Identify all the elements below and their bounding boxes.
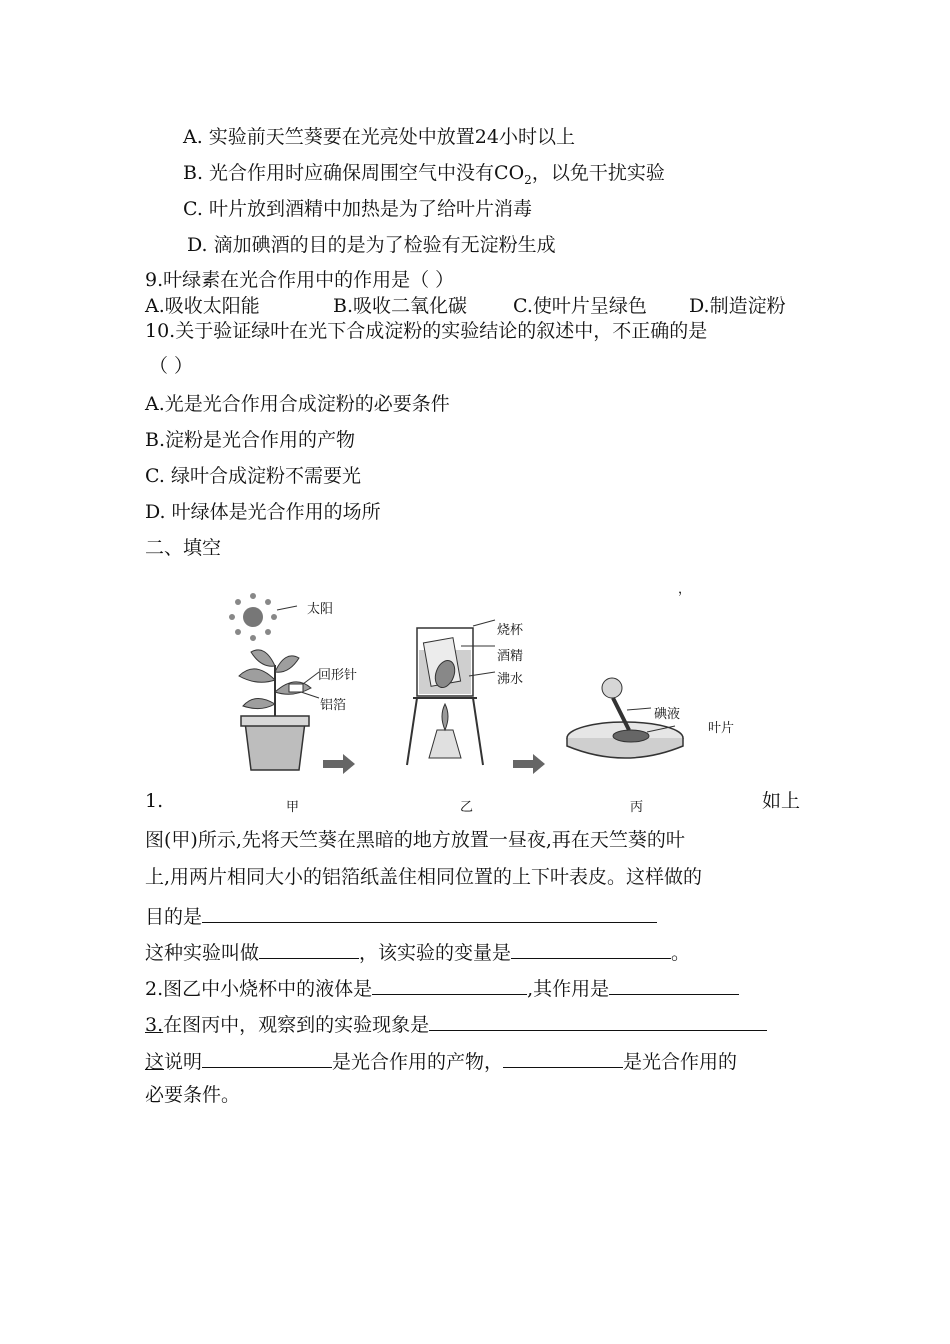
- fill-period: 。: [671, 942, 691, 964]
- answer-blank-liquid[interactable]: [372, 977, 527, 995]
- fill-variable-label: ，该实验的变量是: [359, 942, 512, 964]
- q8-option-c: C. 叶片放到酒精中加热是为了给叶片消毒: [183, 198, 532, 220]
- label-paper-clip: 回形针: [318, 668, 358, 683]
- label-alcohol: 酒精: [497, 649, 524, 664]
- fill-q1-line2: 图(甲)所示,先将天竺葵在黑暗的地方放置一昼夜,再在天竺葵的叶: [145, 829, 685, 851]
- arrow-right-icon-2: [513, 754, 545, 774]
- sun-icon: [229, 593, 297, 641]
- answer-blank-variable[interactable]: [511, 941, 671, 959]
- fill-q2: [145, 977, 739, 999]
- q8-option-b-tail: ，以免干扰实验: [531, 162, 665, 184]
- q9-option-a: A.吸收太阳能: [145, 295, 260, 317]
- fill-q3-line2: [145, 1050, 737, 1072]
- caption-bing: 丙: [630, 800, 644, 815]
- fill-q1-line3: 上,用两片相同大小的铝箔纸盖住相同位置的上下叶表皮。这样做的: [145, 866, 703, 888]
- answer-blank-purpose[interactable]: [202, 905, 657, 923]
- label-leaf: 叶片: [708, 721, 735, 736]
- answer-blank-phenomenon[interactable]: [429, 1013, 767, 1031]
- fill-q3-condition-label: 是光合作用的: [623, 1051, 738, 1073]
- potted-plant-icon: [239, 650, 319, 770]
- fill-q1-purpose-label: 目的是: [145, 906, 203, 928]
- fill-q3: [145, 1013, 767, 1035]
- q8-option-b: [183, 164, 665, 186]
- stray-mark: ，: [678, 582, 692, 597]
- water-bath-apparatus-icon: [407, 620, 495, 765]
- fill-q1-line4: [145, 905, 657, 927]
- label-boiling-water: 沸水: [497, 672, 524, 687]
- fill-q3-phenomenon-label: 在图丙中，观察到的实验现象是: [163, 1014, 430, 1036]
- q10-option-c: C. 绿叶合成淀粉不需要光: [145, 465, 361, 487]
- fill-q1-number: 1.: [145, 790, 164, 812]
- answer-blank-function[interactable]: [609, 977, 739, 995]
- answer-blank-experiment-type[interactable]: [259, 941, 359, 959]
- q9-option-c: C.使叶片呈绿色: [513, 295, 647, 317]
- label-beaker: 烧杯: [497, 623, 524, 638]
- fill-q3-line3: 必要条件。: [145, 1084, 241, 1106]
- answer-blank-condition[interactable]: [503, 1050, 623, 1068]
- arrow-right-icon: [323, 754, 355, 774]
- q8-option-a: A. 实验前天竺葵要在光亮处中放置24小时以上: [183, 126, 575, 148]
- section-heading: 二、填空: [145, 537, 222, 559]
- label-iodine: 碘液: [654, 707, 681, 722]
- q10-option-a: A.光是光合作用合成淀粉的必要条件: [145, 393, 450, 415]
- caption-jia: 甲: [286, 800, 300, 815]
- q8-option-b-text: B. 光合作用时应确保周围空气中没有CO: [183, 162, 525, 184]
- fill-q1-start: 如上: [762, 790, 801, 812]
- answer-blank-product[interactable]: [202, 1050, 332, 1068]
- fill-q3-this: 这: [145, 1051, 165, 1073]
- co2-subscript: 2: [524, 172, 532, 187]
- fill-experiment-type-label: 这种实验叫做: [145, 942, 260, 964]
- q9-stem: 9.叶绿素在光合作用中的作用是（ ）: [145, 269, 455, 291]
- experiment-figure: [215, 580, 775, 790]
- caption-yi: 乙: [460, 800, 474, 815]
- q9-option-b: B.吸收二氧化碳: [333, 295, 468, 317]
- q10-option-b: B.淀粉是光合作用的产物: [145, 429, 356, 451]
- q10-stem: 10.关于验证绿叶在光下合成淀粉的实验结论的叙述中，不正确的是: [145, 320, 708, 342]
- q10-option-d: D. 叶绿体是光合作用的场所: [145, 501, 381, 523]
- fill-q3-number: 3.: [145, 1014, 164, 1036]
- fill-q3-product-label: 是光合作用的产物，: [332, 1051, 504, 1073]
- q8-option-d: D. 滴加碘酒的目的是为了检验有无淀粉生成: [187, 234, 556, 256]
- fill-q3-shows-label: 说明: [164, 1051, 203, 1073]
- q9-option-d: D.制造淀粉: [689, 295, 786, 317]
- fill-q2-liquid-label: 2.图乙中小烧杯中的液体是: [145, 978, 373, 1000]
- label-sun: 太阳: [307, 602, 334, 617]
- fill-q2-function-label: ,其作用是: [527, 978, 610, 1000]
- fill-q1-line5: [145, 941, 690, 963]
- label-foil: 铝箔: [320, 698, 347, 713]
- q10-paren: （ ）: [149, 355, 194, 377]
